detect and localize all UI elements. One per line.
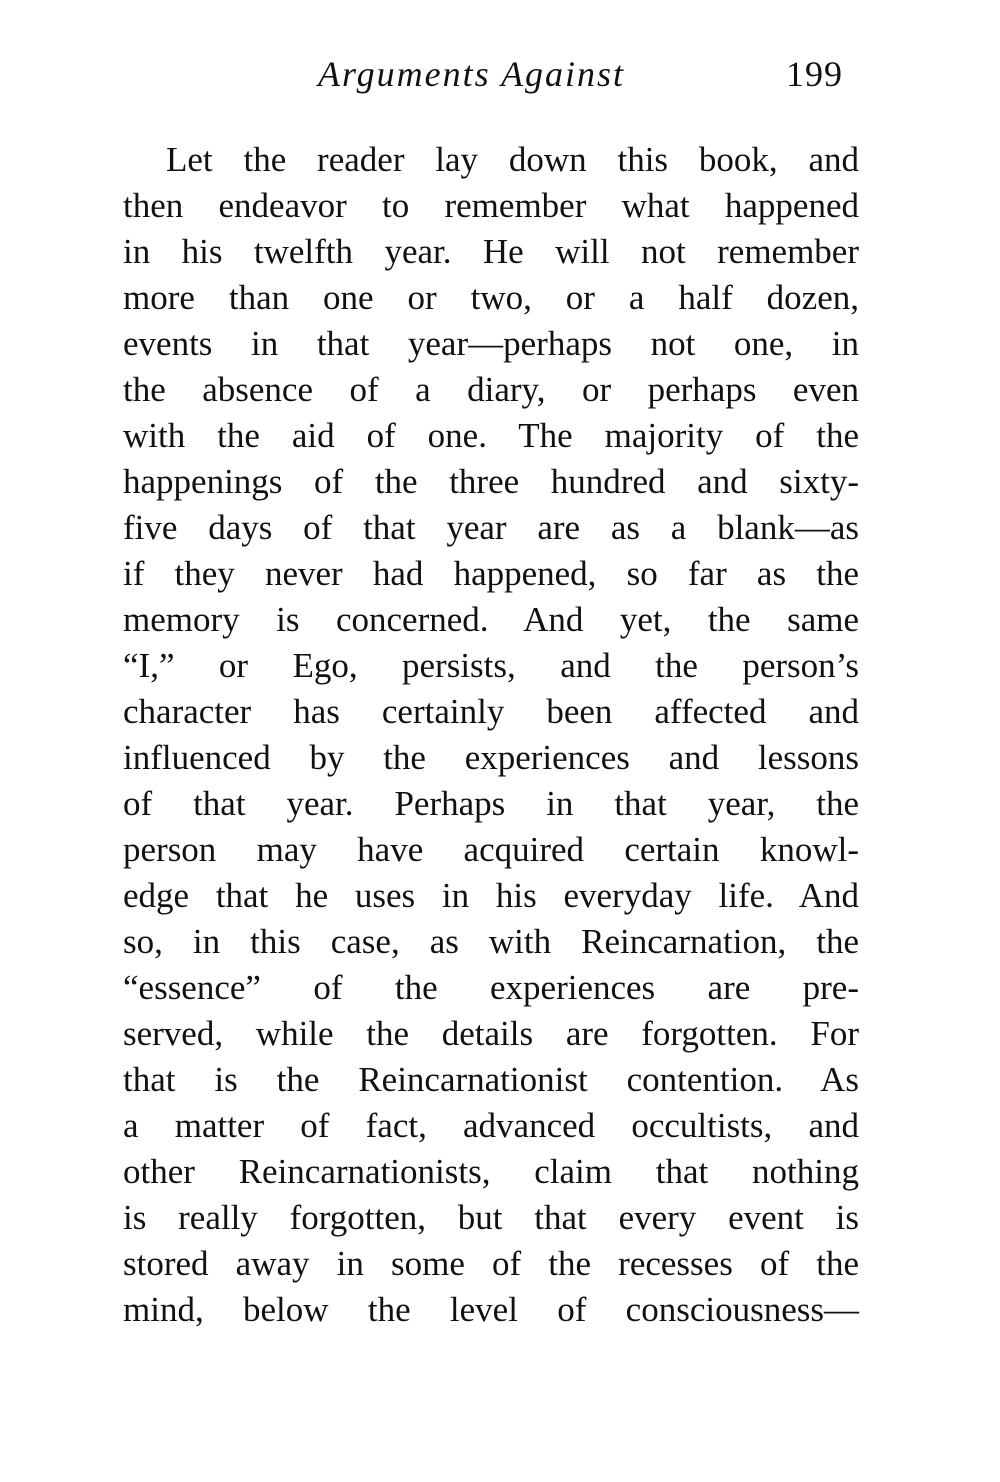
- text-line: five days of that year are as a blank—as: [123, 508, 859, 547]
- running-title: Arguments Against: [318, 54, 626, 94]
- text-line: with the aid of one. The majority of the: [123, 416, 859, 455]
- text-line: served, while the details are forgotten. For: [123, 1014, 859, 1053]
- text-line: a matter of fact, advanced occultists, and: [123, 1106, 859, 1145]
- text-line: influenced by the experiences and lessons: [123, 738, 859, 777]
- text-line: person may have acquired certain knowl-: [123, 830, 859, 869]
- text-line: the absence of a diary, or perhaps even: [123, 370, 859, 409]
- page-number: 199: [786, 54, 843, 94]
- text-line: in his twelfth year. He will not remember: [123, 232, 859, 271]
- text-line: memory is concerned. And yet, the same: [123, 600, 859, 639]
- text-line: of that year. Perhaps in that year, the: [123, 784, 859, 823]
- text-line: more than one or two, or a half dozen,: [123, 278, 859, 317]
- text-line: stored away in some of the recesses of the: [123, 1244, 859, 1283]
- text-line: that is the Reincarnationist contention. As: [123, 1060, 859, 1099]
- text-line: character has certainly been affected and: [123, 692, 859, 731]
- body-paragraph: [123, 137, 859, 1333]
- text-line: other Reincarnationists, claim that nothing: [123, 1152, 859, 1191]
- text-line: events in that year—perhaps not one, in: [123, 324, 859, 363]
- text-line: Let the reader lay down this book, and: [166, 140, 859, 179]
- text-line: “I,” or Ego, persists, and the person’s: [123, 646, 859, 685]
- text-line: happenings of the three hundred and sixty-: [123, 462, 859, 501]
- text-line: if they never had happened, so far as the: [123, 554, 859, 593]
- text-line: “essence” of the experiences are pre-: [123, 968, 859, 1007]
- text-line: mind, below the level of consciousness—: [123, 1290, 859, 1329]
- text-line: edge that he uses in his everyday life. And: [123, 876, 859, 915]
- text-line: so, in this case, as with Reincarnation, the: [123, 922, 859, 961]
- text-line: then endeavor to remember what happened: [123, 186, 859, 225]
- text-line: is really forgotten, but that every event is: [123, 1198, 859, 1237]
